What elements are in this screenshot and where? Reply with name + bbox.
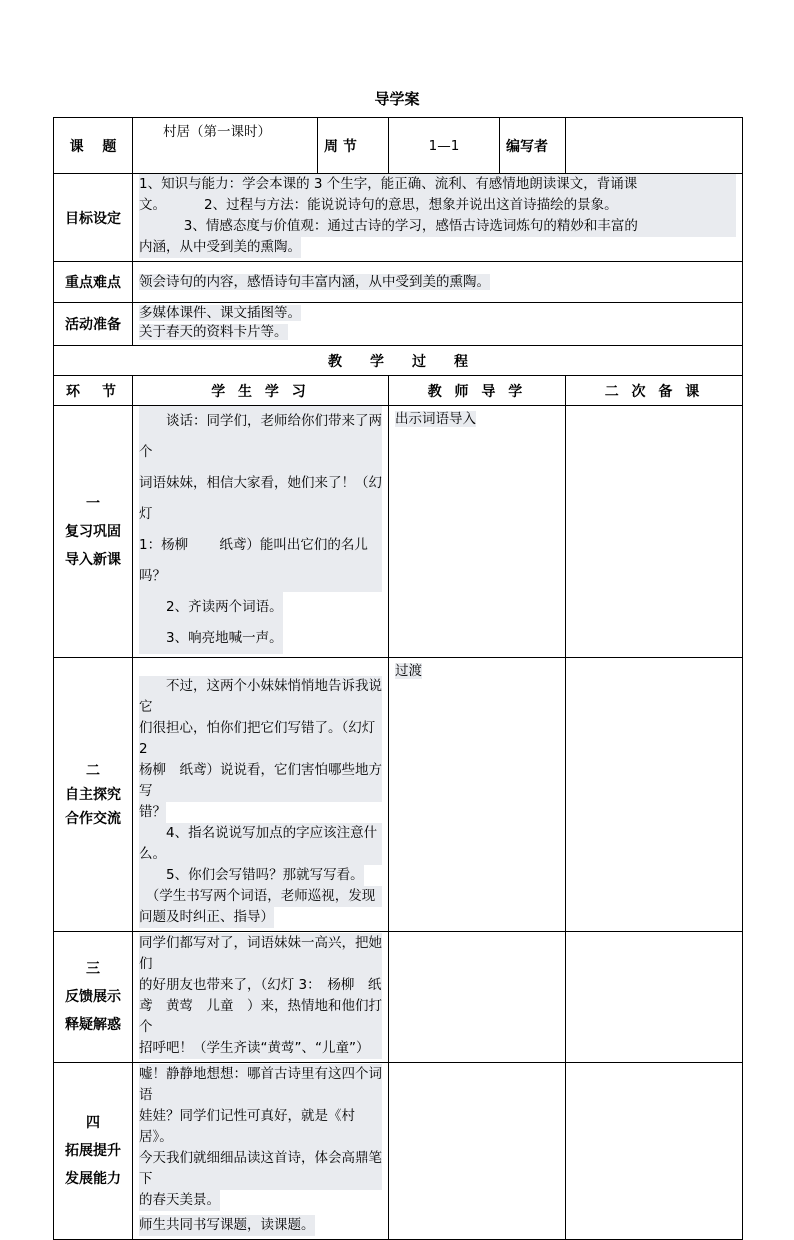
goals-line: 内涵，从中受到美的熏陶。 [139,237,301,258]
stage-name: 合作交流 [65,810,121,827]
process-title-row [54,346,743,376]
stage-name: 自主探究 [65,786,121,803]
preparation-label: 活动准备 [54,303,133,346]
student-line: 鸢 黄莺 儿童 ）来，热情地和他们打个 [139,996,382,1038]
week-label: 周 节 [318,118,389,174]
second-cell [566,658,743,932]
topic-label: 课 题 [54,118,133,174]
student-cell [133,1063,389,1240]
stage-name: 发展能力 [65,1171,121,1187]
student-line: 1：杨柳 纸鸢）能叫出它们的名儿吗？ [139,530,382,592]
second-cell [566,932,743,1063]
student-line: 不过，这两个小妹妹悄悄地告诉我说它 [139,676,382,718]
student-line: 5、你们会写错吗？那就写写看。 [139,865,364,886]
column-header-row [54,376,743,406]
stage-num: 一 [86,495,100,512]
student-line: 杨柳 纸鸢）说说看，它们害怕哪些地方写 [139,760,382,802]
student-line: 问题及时纠正、指导） [139,907,274,928]
goals-cell [133,174,743,262]
key-points-text: 领会诗句的内容，感悟诗句丰富内涵，从中受到美的熏陶。 [139,273,490,290]
col-header-stage: 环 节 [54,376,133,406]
student-line: 谈话：同学们，老师给你们带来了两个 [139,406,382,468]
goals-row [54,174,743,262]
stage-name: 反馈展示 [65,989,121,1005]
student-line: 今天我们就细细品读这首诗，体会高鼎笔下 [139,1148,382,1190]
student-line: 4、指名说说写加点的字应该注意什么。 [139,823,382,865]
stage-cell [54,1063,133,1240]
key-points-row [54,262,743,303]
topic-value: 村居（第一课时） [163,124,271,140]
student-line: 的好朋友也带来了，（幻灯 3： 杨柳 纸 [139,975,382,996]
header-row [54,118,743,174]
topic-value-cell [133,118,318,174]
student-line: 们很担心，怕你们把它们写错了。（幻灯 2 [139,718,382,760]
stage-num: 二 [86,762,100,779]
student-cell [133,658,389,932]
student-line: 2、齐读两个词语。 [139,592,283,623]
author-label: 编写者 [500,118,566,174]
col-header-second: 二 次 备 课 [566,376,743,406]
goals-line: 文。 2、过程与方法：能说说诗句的意思，想象并说出这首诗描绘的景象。 [139,195,736,216]
page-title: 导学案 [374,90,420,108]
stage-cell [54,658,133,932]
student-cell [133,406,389,658]
student-line: 词语妹妹，相信大家看，她们来了！（幻灯 [139,468,382,530]
preparation-line: 多媒体课件、课文插图等。 [139,305,301,321]
student-line: （学生书写两个词语，老师巡视，发现 [139,886,382,907]
stage-name: 复习巩固 [65,523,121,540]
goals-line: 3、情感态度与价值观：通过古诗的学习，感悟古诗选词炼句的精妙和丰富的 [139,216,736,237]
second-cell [566,406,743,658]
stage-cell [54,932,133,1063]
teacher-text: 出示词语导入 [395,411,476,427]
key-points-label: 重点难点 [54,262,133,303]
process-title: 教 学 过 程 [54,346,743,376]
student-line: 同学们都写对了，词语妹妹一高兴，把她们 [139,933,382,975]
student-line: 错？ [139,802,166,823]
teacher-cell [389,1063,566,1240]
stage-num: 四 [86,1115,100,1131]
preparation-line: 关于春天的资料卡片等。 [139,324,288,340]
student-line: 师生共同书写课题，读课题。 [139,1215,315,1236]
second-cell [566,1063,743,1240]
student-line: 招呼吧！（学生齐读“黄莺”、“儿童”） [139,1038,382,1059]
teacher-cell [389,932,566,1063]
stage-name: 释疑解惑 [65,1017,121,1033]
table-row [54,406,743,658]
col-header-teacher: 教 师 导 学 [389,376,566,406]
stage-num: 三 [86,961,100,977]
lesson-plan-table [53,117,743,1240]
teacher-text: 过渡 [395,663,422,679]
stage-cell [54,406,133,658]
key-points-cell [133,262,743,303]
student-line: 嘘！静静地想想：哪首古诗里有这四个词语 [139,1064,382,1106]
student-line: 娃娃？同学们记性可真好，就是《村居》。 [139,1106,382,1148]
author-value [566,118,743,174]
stage-name: 拓展提升 [65,1143,121,1159]
student-cell [133,932,389,1063]
preparation-row [54,303,743,346]
table-row [54,658,743,932]
preparation-cell [133,303,743,346]
student-line: 的春天美景。 [139,1190,220,1211]
col-header-student: 学 生 学 习 [133,376,389,406]
week-value: 1—1 [389,118,500,174]
teacher-cell [389,406,566,658]
stage-name: 导入新课 [65,551,121,568]
table-row [54,932,743,1063]
goals-line: 1、知识与能力：学会本课的 3 个生字，能正确、流利、有感情地朗读课文，背诵课 [139,174,736,195]
table-row [54,1063,743,1240]
goals-label: 目标设定 [54,174,133,262]
student-line: 3、响亮地喊一声。 [139,623,283,654]
teacher-cell [389,658,566,932]
